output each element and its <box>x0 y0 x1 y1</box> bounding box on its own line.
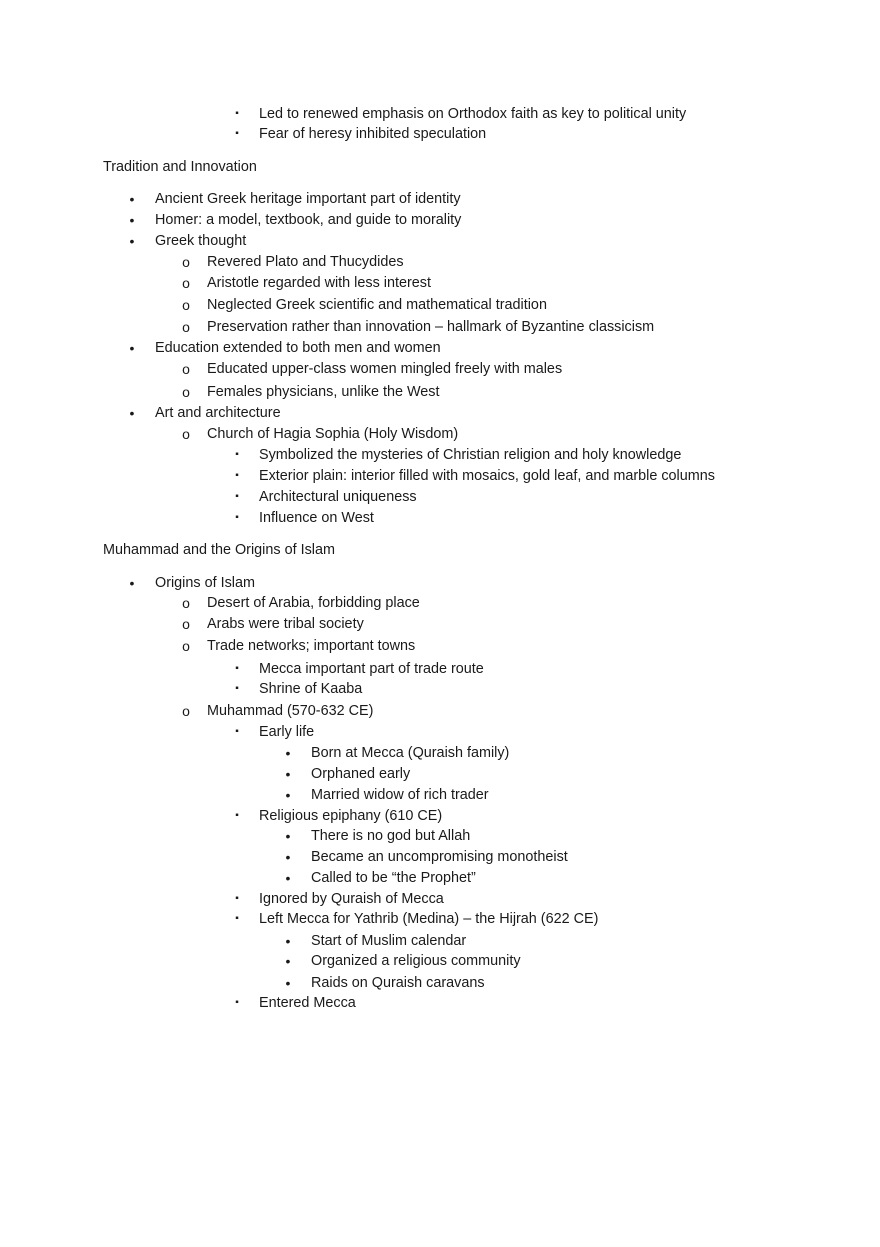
list-item: Art and architecture <box>155 405 281 421</box>
square-bullet-icon: ▪ <box>235 663 239 674</box>
circle-bullet-icon: o <box>182 616 190 632</box>
list-item: Married widow of rich trader <box>311 787 489 803</box>
disc-bullet-icon: • <box>285 933 291 949</box>
section-heading-tradition: Tradition and Innovation <box>103 159 257 175</box>
list-item: Exterior plain: interior filled with mosaics, gold leaf, and marble columns <box>259 468 715 484</box>
list-item: Arabs were tribal society <box>207 616 364 632</box>
list-item: Raids on Quraish caravans <box>311 975 485 991</box>
list-item: Shrine of Kaaba <box>259 681 363 697</box>
disc-bullet-icon: • <box>285 787 291 803</box>
circle-bullet-icon: o <box>182 638 190 654</box>
list-item: Revered Plato and Thucydides <box>207 254 404 270</box>
list-item: Ancient Greek heritage important part of identity <box>155 191 461 207</box>
disc-bullet-icon: • <box>285 766 291 782</box>
square-bullet-icon: ▪ <box>235 810 239 821</box>
disc-bullet-icon: • <box>129 340 135 356</box>
circle-bullet-icon: o <box>182 384 190 400</box>
square-bullet-icon: ▪ <box>235 997 239 1008</box>
square-bullet-icon: ▪ <box>235 726 239 737</box>
square-bullet-icon: ▪ <box>235 449 239 460</box>
disc-bullet-icon: • <box>129 212 135 228</box>
list-item: Start of Muslim calendar <box>311 933 467 949</box>
circle-bullet-icon: o <box>182 275 190 291</box>
square-bullet-icon: ▪ <box>235 491 239 502</box>
list-item: Early life <box>259 724 315 740</box>
section-heading-islam: Muhammad and the Origins of Islam <box>103 542 335 558</box>
circle-bullet-icon: o <box>182 361 190 377</box>
circle-bullet-icon: o <box>182 319 190 335</box>
disc-bullet-icon: • <box>129 575 135 591</box>
circle-bullet-icon: o <box>182 595 190 611</box>
list-item: Females physicians, unlike the West <box>207 384 440 400</box>
list-item: Greek thought <box>155 233 247 249</box>
list-item: Born at Mecca (Quraish family) <box>311 745 510 761</box>
list-item: Organized a religious community <box>311 953 521 969</box>
list-item: There is no god but Allah <box>311 828 471 844</box>
list-item: Called to be “the Prophet” <box>311 870 476 886</box>
list-item: Led to renewed emphasis on Orthodox faith as key to political unity <box>259 106 687 122</box>
list-item: Mecca important part of trade route <box>259 661 484 677</box>
list-item: Muhammad (570-632 CE) <box>207 703 374 719</box>
square-bullet-icon: ▪ <box>235 128 239 139</box>
square-bullet-icon: ▪ <box>235 512 239 523</box>
list-item: Ignored by Quraish of Mecca <box>259 891 444 907</box>
list-item: Symbolized the mysteries of Christian religion and holy knowledge <box>259 447 682 463</box>
list-item: Fear of heresy inhibited speculation <box>259 126 487 142</box>
circle-bullet-icon: o <box>182 426 190 442</box>
disc-bullet-icon: • <box>285 745 291 761</box>
square-bullet-icon: ▪ <box>235 683 239 694</box>
disc-bullet-icon: • <box>285 953 291 969</box>
list-item: Preservation rather than innovation – hallmark of Byzantine classicism <box>207 319 655 335</box>
list-item: Neglected Greek scientific and mathematical tradition <box>207 297 547 313</box>
list-item: Aristotle regarded with less interest <box>207 275 431 291</box>
disc-bullet-icon: • <box>285 849 291 865</box>
list-item: Religious epiphany (610 CE) <box>259 808 443 824</box>
list-item: Became an uncompromising monotheist <box>311 849 568 865</box>
list-item: Trade networks; important towns <box>207 638 416 654</box>
list-item: Church of Hagia Sophia (Holy Wisdom) <box>207 426 459 442</box>
square-bullet-icon: ▪ <box>235 913 239 924</box>
square-bullet-icon: ▪ <box>235 108 239 119</box>
disc-bullet-icon: • <box>285 828 291 844</box>
list-item: Desert of Arabia, forbidding place <box>207 595 420 611</box>
circle-bullet-icon: o <box>182 254 190 270</box>
list-item: Left Mecca for Yathrib (Medina) – the Hijrah (622 CE) <box>259 911 599 927</box>
circle-bullet-icon: o <box>182 703 190 719</box>
list-item: Homer: a model, textbook, and guide to morality <box>155 212 462 228</box>
list-item: Origins of Islam <box>155 575 255 591</box>
square-bullet-icon: ▪ <box>235 893 239 904</box>
disc-bullet-icon: • <box>129 405 135 421</box>
disc-bullet-icon: • <box>285 975 291 991</box>
list-item: Education extended to both men and women <box>155 340 441 356</box>
disc-bullet-icon: • <box>129 191 135 207</box>
square-bullet-icon: ▪ <box>235 470 239 481</box>
list-item: Orphaned early <box>311 766 411 782</box>
list-item: Architectural uniqueness <box>259 489 417 505</box>
list-item: Educated upper-class women mingled freely with males <box>207 361 563 377</box>
disc-bullet-icon: • <box>285 870 291 886</box>
list-item: Entered Mecca <box>259 995 356 1011</box>
circle-bullet-icon: o <box>182 297 190 313</box>
disc-bullet-icon: • <box>129 233 135 249</box>
list-item: Influence on West <box>259 510 374 526</box>
